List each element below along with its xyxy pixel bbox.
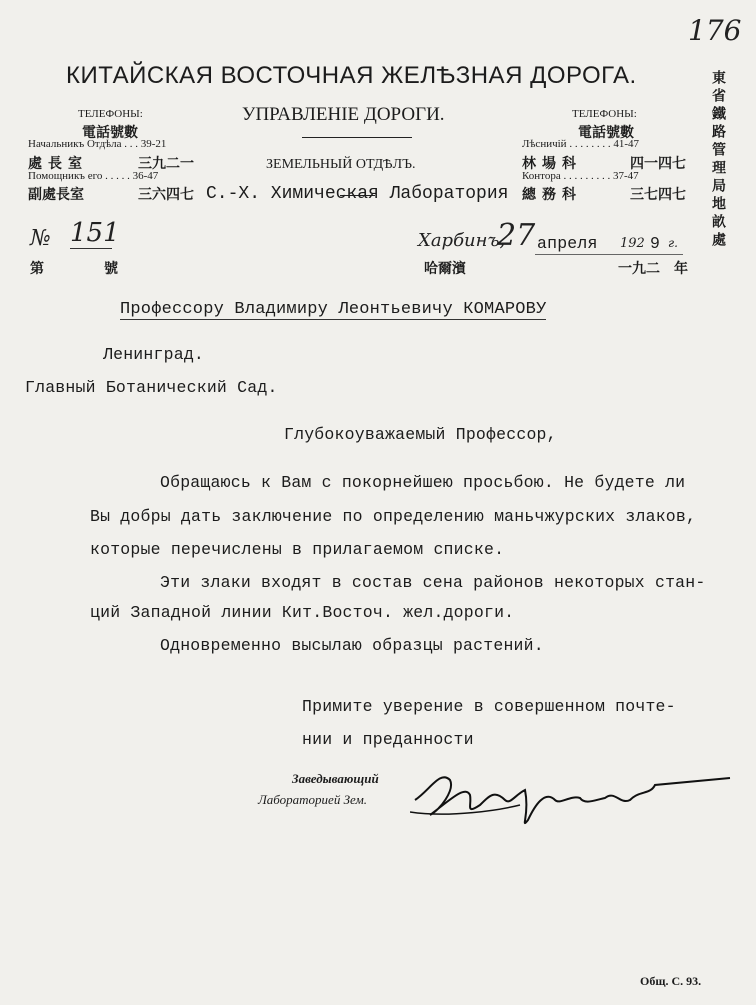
phone-row-cjk: 總務科 — [522, 187, 582, 203]
phone-row-cjk-num: 三六四七 — [138, 187, 194, 203]
date-underline — [535, 254, 683, 255]
body-line: Вы добры дать заключение по определению маньчжурских злаков, — [90, 507, 697, 526]
addressee-city: Ленинград. — [103, 345, 205, 364]
phones-left-label-cjk: 電話號數 — [82, 125, 138, 141]
addressee-institution: Главный Ботанический Сад. — [25, 378, 278, 397]
phone-row-name: Контора . . . . . . . . . 37-47 — [522, 170, 639, 182]
body-line: Одновременно высылаю образцы растений. — [160, 636, 544, 655]
phone-row-cjk-num: 三七四七 — [630, 187, 686, 203]
letterhead-subtitle: УПРАВЛЕНІЕ ДОРОГИ. — [242, 104, 445, 125]
phone-row-cjk-num: 三九二一 — [138, 156, 194, 172]
body-line: которые перечислены в прилагаемом списке. — [90, 540, 505, 559]
phone-row-cjk: 處長室 — [28, 156, 88, 172]
signatory-title-1: Заведывающий — [292, 771, 379, 786]
phone-row-cjk: 林場科 — [522, 156, 582, 172]
body-line: Обращаюсь к Вам с покорнейшею просьбою. Не будете ли — [160, 473, 686, 492]
reference-cjk-2: 號 — [104, 261, 118, 277]
date-city-cjk: 哈爾濱 — [424, 261, 466, 277]
body-line: Эти злаки входят в состав сена районов некоторых стан- — [160, 573, 706, 592]
phone-row-cjk-num: 四一四七 — [630, 156, 686, 172]
date-year-digit: 9 — [650, 234, 661, 253]
date-year-suffix: г. — [668, 236, 678, 250]
salutation: Глубокоуважаемый Профессор, — [284, 425, 557, 444]
handwritten-signature — [410, 760, 740, 835]
closing-line-2: нии и преданности — [302, 730, 474, 749]
form-code: Общ. С. 93. — [640, 974, 702, 988]
closing-line-1: Примите уверение в совершенном почте- — [302, 697, 676, 716]
reference-cjk-1: 第 — [30, 261, 44, 277]
date-month: апреля — [537, 234, 598, 253]
phones-left-label: ТЕЛЕФОНЫ: — [78, 108, 143, 120]
phones-right-label-cjk: 電話號數 — [578, 125, 634, 141]
addressee: Профессору Владимиру Леонтьевичу КОМАРОВУ — [120, 300, 547, 319]
date-year-cjk: 一九二 年 — [618, 261, 688, 277]
vertical-cjk-stamp: 東省鐵路管理局地畝處 — [710, 70, 726, 250]
department: ЗЕМЕЛЬНЫЙ ОТДѢЛЪ. — [266, 157, 416, 172]
signatory-title-2: Лабораторией Зем. — [258, 792, 368, 807]
archive-number: 176 — [688, 14, 742, 47]
title-divider — [302, 137, 412, 138]
phone-row-name: Лѣсничій . . . . . . . . 41-47 — [522, 138, 639, 150]
reference-no-label: № — [30, 226, 51, 251]
phone-row-cjk: 副處長室 — [28, 187, 84, 203]
date-city: Харбинъ, — [418, 230, 506, 251]
phone-row-name: Помощникъ его . . . . . 36-47 — [28, 170, 159, 182]
phones-right-label: ТЕЛЕФОНЫ: — [572, 108, 637, 120]
laboratory: С.-Х. Химическая Лаборатория — [206, 184, 509, 204]
phone-row-name: Начальникъ Отдѣла . . . 39-21 — [28, 138, 167, 150]
date-year-prefix: 192 — [620, 236, 645, 251]
letterhead-title: КИТАЙСКАЯ ВОСТОЧНАЯ ЖЕЛѢЗНАЯ ДОРОГА. — [66, 62, 637, 89]
reference-no-value: 151 — [70, 218, 120, 248]
date-day: 27 — [497, 218, 536, 253]
body-line: ций Западной линии Кит.Восточ. жел.дороги. — [90, 603, 515, 622]
